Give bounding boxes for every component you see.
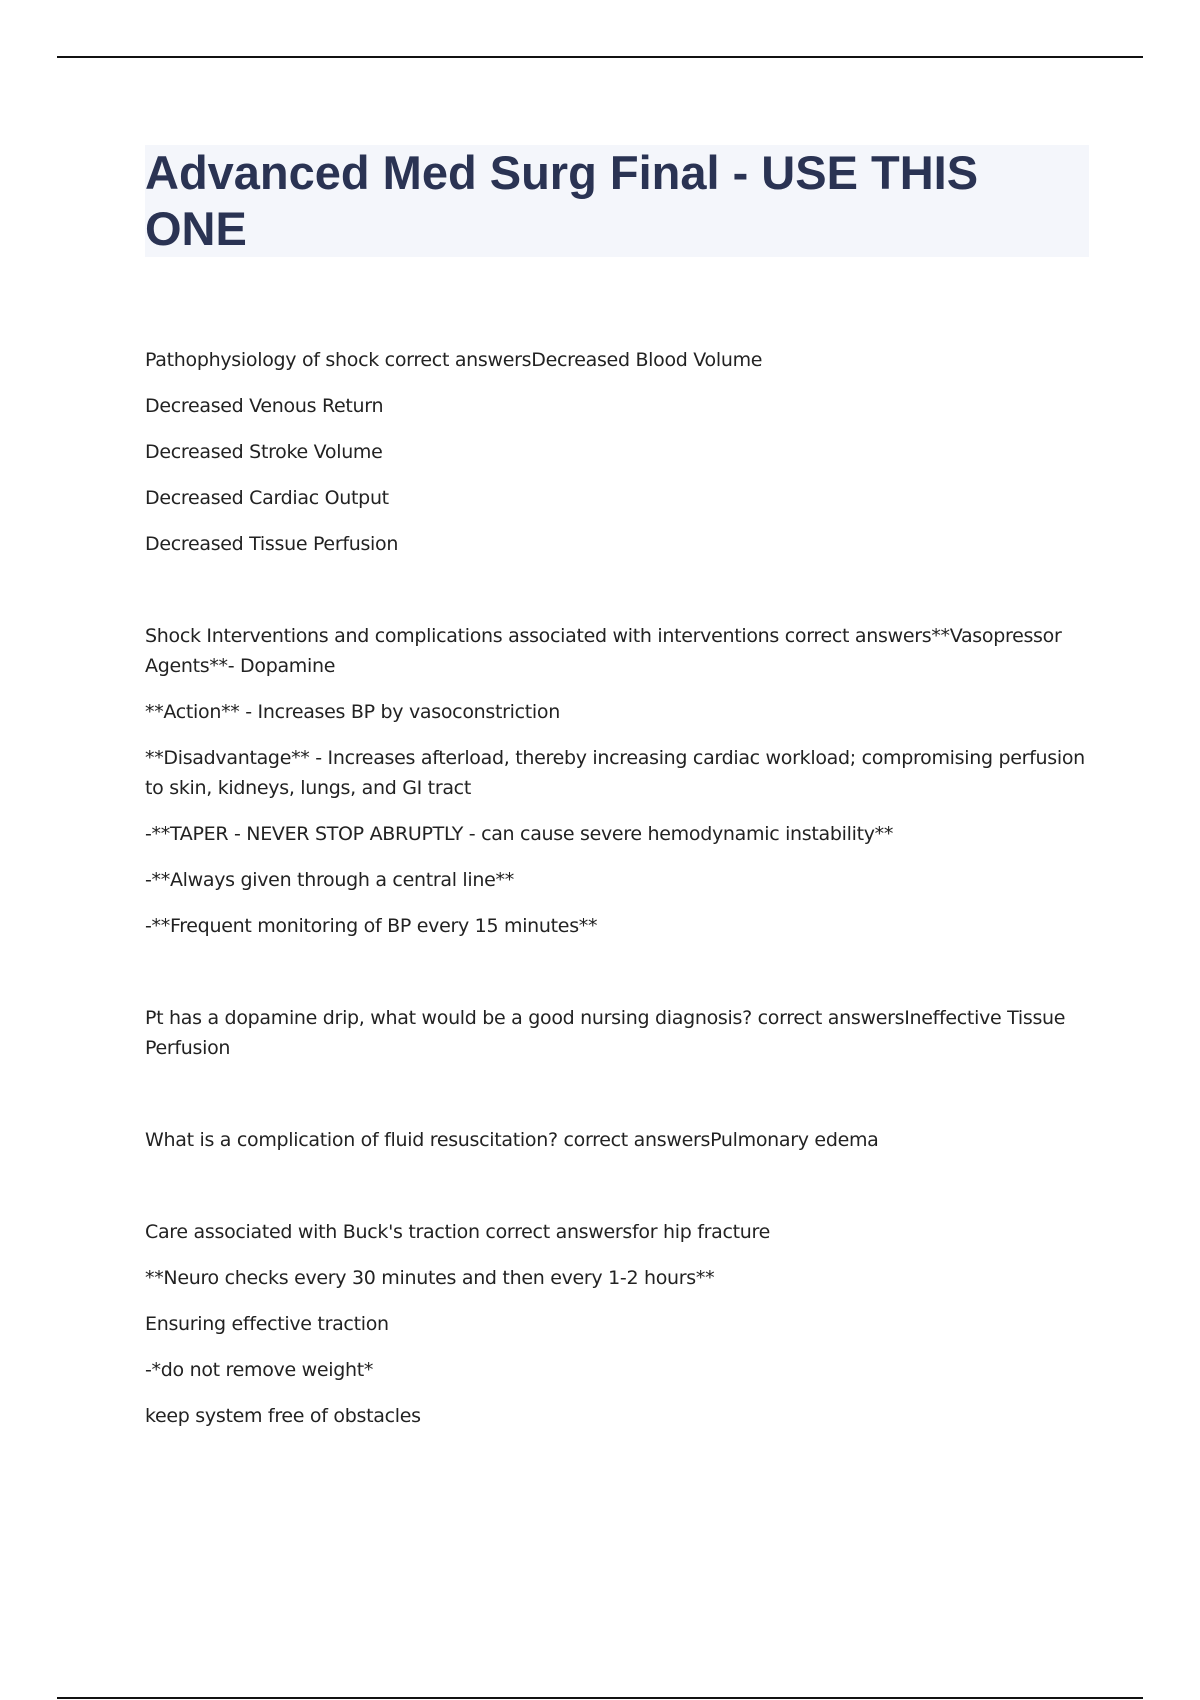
paragraph: -**Always given through a central line**	[145, 869, 514, 891]
section-gap	[145, 957, 1095, 1003]
section-shock-interventions	[145, 621, 1095, 941]
paragraph: **Action** - Increases BP by vasoconstriction	[145, 701, 560, 723]
document-title: Advanced Med Surg Final - USE THIS ONE	[145, 146, 979, 255]
paragraph: **Neuro checks every 30 minutes and then every 1-2 hours**	[145, 1267, 715, 1289]
paragraph: -*do not remove weight*	[145, 1359, 374, 1381]
paragraph: Decreased Cardiac Output	[145, 487, 389, 509]
section-bucks-traction	[145, 1217, 1095, 1431]
paragraph: Decreased Stroke Volume	[145, 441, 383, 463]
section-gap	[145, 575, 1095, 621]
paragraph: What is a complication of fluid resuscitation? correct answersPulmonary edema	[145, 1129, 879, 1151]
paragraph: Pt has a dopamine drip, what would be a good nursing diagnosis? correct answersIneffective Tissue Perfusion	[145, 1007, 1066, 1059]
document-body	[145, 345, 1095, 1447]
bottom-rule	[57, 1697, 1143, 1699]
section-gap	[145, 1171, 1095, 1217]
paragraph: Decreased Tissue Perfusion	[145, 533, 399, 555]
paragraph: -**Frequent monitoring of BP every 15 minutes**	[145, 915, 598, 937]
paragraph: Decreased Venous Return	[145, 395, 384, 417]
section-gap	[145, 1079, 1095, 1125]
top-rule	[57, 56, 1143, 58]
section-fluid-resuscitation	[145, 1125, 1095, 1155]
paragraph: Care associated with Buck's traction correct answersfor hip fracture	[145, 1221, 770, 1243]
paragraph: Pathophysiology of shock correct answersDecreased Blood Volume	[145, 349, 763, 371]
paragraph: -**TAPER - NEVER STOP ABRUPTLY - can cause severe hemodynamic instability**	[145, 823, 894, 845]
paragraph: keep system free of obstacles	[145, 1405, 421, 1427]
section-dopamine-diagnosis	[145, 1003, 1095, 1063]
paragraph: Shock Interventions and complications associated with interventions correct answers**Vasopressor Agents**- Dopamine	[145, 625, 1062, 677]
section-shock-pathophysiology	[145, 345, 1095, 559]
title-box	[145, 145, 1089, 257]
paragraph: **Disadvantage** - Increases afterload, thereby increasing cardiac workload; compromising perfusion to skin, kidneys, lungs, and GI tract	[145, 747, 1085, 799]
paragraph: Ensuring effective traction	[145, 1313, 389, 1335]
